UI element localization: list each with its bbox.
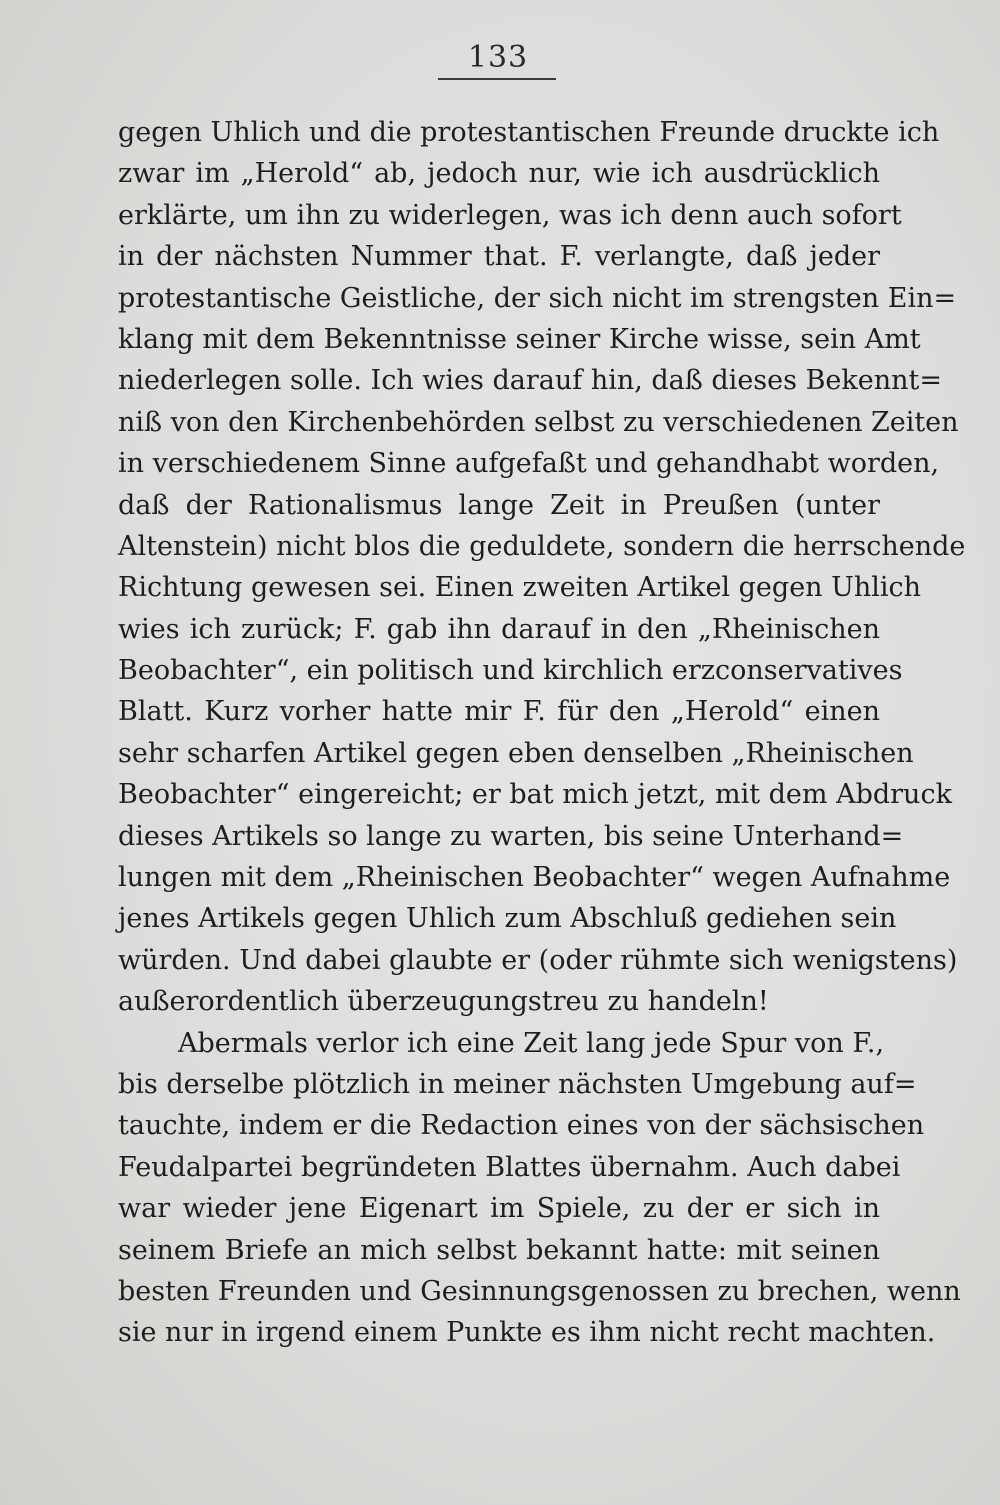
text-line: sehr scharfen Artikel gegen eben denselben „Rheinischen xyxy=(118,737,914,769)
text-line: seinem Briefe an mich selbst bekannt hatte: mit seinen xyxy=(118,1234,880,1266)
text-line: zwar im „Herold“ ab, jedoch nur, wie ich ausdrücklich xyxy=(118,158,880,190)
text-line: protestantische Geistliche, der sich nicht im strengsten Ein= xyxy=(118,282,957,314)
text-line: erklärte, um ihn zu widerlegen, was ich denn auch sofort xyxy=(118,199,902,231)
text-line: Blatt. Kurz vorher hatte mir F. für den „Herold“ einen xyxy=(118,696,880,728)
text-line: in der nächsten Nummer that. F. verlangte, daß jeder xyxy=(118,241,880,273)
text-line: Feudalpartei begründeten Blattes übernahm. Auch dabei xyxy=(118,1151,901,1183)
text-line: Beobachter“, ein politisch und kirchlich erzconservatives xyxy=(118,655,903,687)
text-line: Beobachter“ eingereicht; er bat mich jetzt, mit dem Abdruck xyxy=(118,779,952,811)
text-line: gegen Uhlich und die protestantischen Freunde druckte ich xyxy=(118,117,940,148)
text-line: war wieder jene Eigenart im Spiele, zu der er sich in xyxy=(118,1193,880,1225)
text-line: Altenstein) nicht blos die geduldete, sondern die herrschende xyxy=(118,530,966,562)
text-line: Richtung gewesen sei. Einen zweiten Artikel gegen Uhlich xyxy=(118,572,922,604)
text-line: lungen mit dem „Rheinischen Beobachter“ wegen Aufnahme xyxy=(118,862,951,894)
text-line: besten Freunden und Gesinnungsgenossen zu brechen, wenn xyxy=(118,1275,961,1307)
text-line: dieses Artikels so lange zu warten, bis seine Unterhand= xyxy=(118,820,904,852)
text-line: in verschiedenem Sinne aufgefaßt und gehandhabt worden, xyxy=(118,448,940,480)
text-line: daß der Rationalismus lange Zeit in Preußen (unter xyxy=(118,489,880,521)
text-line: niß von den Kirchenbehörden selbst zu verschiedenen Zeiten xyxy=(118,406,959,438)
text-line: wies ich zurück; F. gab ihn darauf in den „Rheinischen xyxy=(118,613,880,645)
text-line: Abermals verlor ich eine Zeit lang jede Spur von F., xyxy=(178,1027,885,1059)
text-line: jenes Artikels gegen Uhlich zum Abschluß gediehen sein xyxy=(118,903,897,935)
text-line: klang mit dem Bekenntnisse seiner Kirche wisse, sein Amt xyxy=(118,323,921,355)
text-line: tauchte, indem er die Redaction eines von der sächsischen xyxy=(118,1110,925,1142)
text-line: außerordentlich überzeugungstreu zu handeln! xyxy=(118,986,769,1018)
text-line: sie nur in irgend einem Punkte es ihm nicht recht machten. xyxy=(118,1317,936,1349)
text-line: niederlegen solle. Ich wies darauf hin, daß dieses Bekennt= xyxy=(118,365,942,397)
page-number: 133 xyxy=(467,40,529,75)
header-rule xyxy=(438,78,556,80)
body-text xyxy=(118,112,966,1354)
text-line: bis derselbe plötzlich in meiner nächsten Umgebung auf= xyxy=(118,1068,917,1100)
text-line: würden. Und dabei glaubte er (oder rühmte sich wenigstens) xyxy=(118,944,958,976)
